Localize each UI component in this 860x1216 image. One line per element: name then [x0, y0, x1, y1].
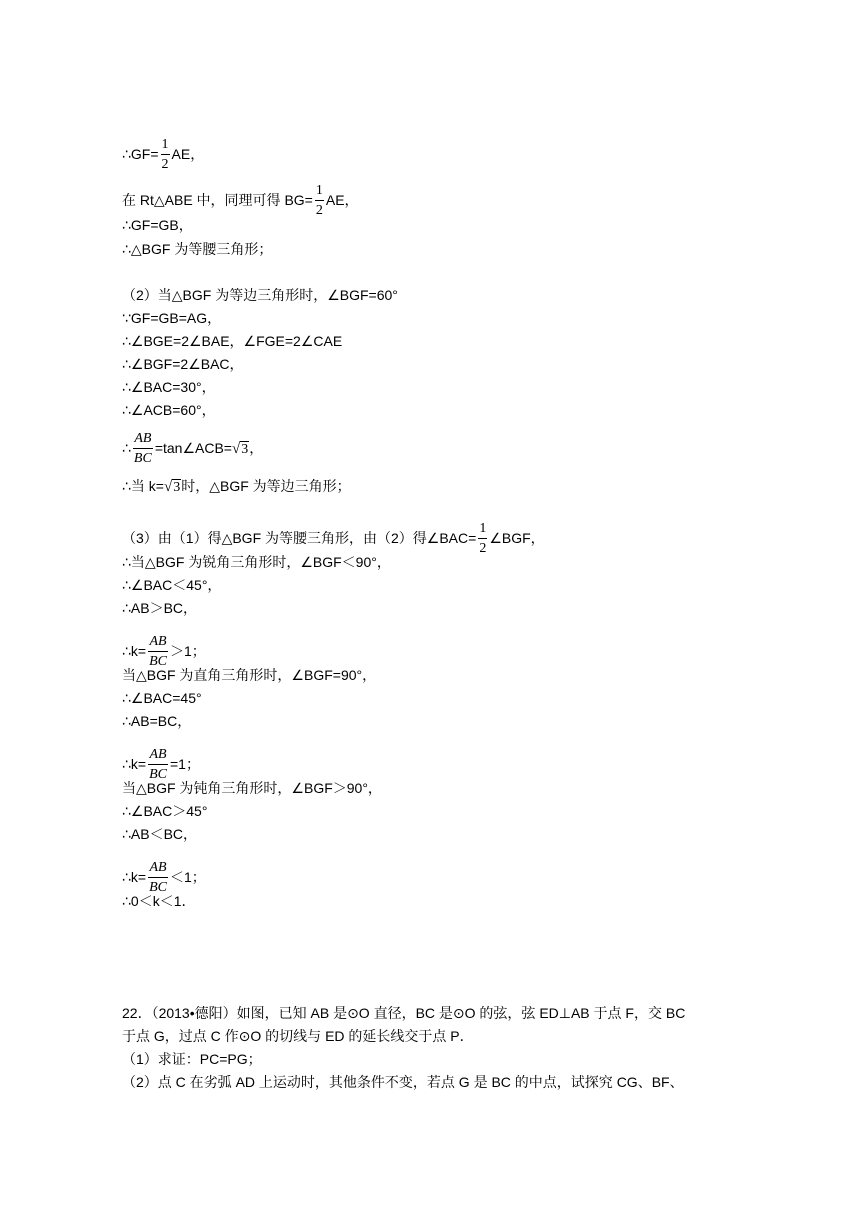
fraction-one-half: $\frac{1}{2}$	[479, 521, 487, 556]
problem-22-part-1: （1）求证：PC=PG；	[122, 1051, 262, 1067]
text: ，	[249, 440, 264, 457]
text: ＜1；	[169, 869, 206, 886]
fraction-ab-over-bc: $\frac{AB}{BC}$	[149, 634, 167, 669]
solution-line-18: 当△BGF 为直角三角形时，∠BGF=90°，	[122, 667, 377, 683]
solution-line-6: ∵GF=GB=AG，	[122, 310, 222, 326]
solution-line-22: 当△BGF 为钝角三角形时，∠BGF＞90°，	[122, 780, 382, 796]
text: ∴k=	[122, 643, 147, 660]
solution-line-5: （2）当△BGF 为等边三角形时，∠BGF=60°	[122, 287, 398, 303]
solution-line-20: ∴AB=BC，	[122, 713, 192, 729]
problem-22-part-2: （2）点 C 在劣弧 AD 上运动时，其他条件不变，若点 G 是 BC 的中点，试探究 CG、BF、	[122, 1074, 684, 1090]
solution-line-17	[122, 633, 206, 669]
solution-line-21	[122, 746, 200, 782]
solution-line-11	[122, 430, 264, 466]
radical-sign-icon: √	[163, 479, 173, 495]
text: AE，	[325, 192, 359, 209]
solution-line-23: ∴∠BAC＞45°	[122, 803, 208, 819]
text: ∴k=	[122, 756, 147, 773]
fraction-ab-over-bc: $\frac{AB}{BC}$	[149, 747, 167, 782]
solution-line-13	[122, 520, 545, 556]
solution-line-26: ∴0＜k＜1．	[122, 893, 196, 909]
problem-22-line-1: 22．（2013•德阳）如图，已知 AB 是⊙O 直径，BC 是⊙O 的弦，弦 ED⊥AB 于点 F，交 BC	[122, 1005, 686, 1021]
text: （3）由（1）得△BGF 为等腰三角形，由（2）得∠BAC=	[122, 530, 477, 547]
solution-line-3: ∴GF=GB，	[122, 217, 193, 233]
solution-line-12	[122, 477, 351, 495]
text: 时，△BGF 为等边三角形；	[181, 478, 351, 494]
fraction-one-half: $\frac{1}{2}$	[315, 183, 323, 218]
text: AE，	[171, 146, 205, 163]
solution-line-24: ∴AB＜BC，	[122, 826, 198, 842]
solution-line-7: ∴∠BGE=2∠BAE，∠FGE=2∠CAE	[122, 333, 343, 349]
solution-line-19: ∴∠BAC=45°	[122, 690, 202, 706]
text: ∴k=	[122, 869, 147, 886]
solution-line-1	[122, 136, 205, 172]
square-root: √3	[231, 441, 249, 458]
text: ∠BGF，	[489, 530, 545, 547]
radical-sign-icon: √	[231, 441, 241, 458]
solution-line-10: ∴∠ACB=60°，	[122, 402, 216, 418]
text: ＞1；	[169, 643, 206, 660]
fraction-ab-over-bc: $\frac{AB}{BC}$	[133, 431, 152, 466]
solution-line-25	[122, 859, 206, 895]
text: ∴	[122, 440, 131, 457]
solution-line-14: ∴当△BGF 为锐角三角形时，∠BGF＜90°，	[122, 554, 391, 570]
text: ∴GF=	[122, 146, 159, 163]
solution-line-2	[122, 182, 359, 218]
text: =1；	[169, 756, 200, 773]
solution-line-16: ∴AB＞BC，	[122, 600, 198, 616]
fraction-ab-over-bc: $\frac{AB}{BC}$	[149, 860, 167, 895]
fraction-one-half: $\frac{1}{2}$	[161, 137, 169, 172]
text: 在 Rt△ABE 中，同理可得 BG=	[122, 192, 313, 209]
problem-22-line-2: 于点 G，过点 C 作⊙O 的切线与 ED 的延长线交于点 P．	[122, 1028, 474, 1044]
solution-line-4: ∴△BGF 为等腰三角形；	[122, 241, 273, 257]
text: ∴当 k=	[122, 478, 164, 494]
text: =tan∠ACB=	[154, 440, 232, 457]
solution-line-9: ∴∠BAC=30°，	[122, 379, 216, 395]
square-root: √3	[163, 479, 181, 495]
solution-line-8: ∴∠BGF=2∠BAC，	[122, 356, 244, 372]
solution-line-15: ∴∠BAC＜45°，	[122, 577, 222, 593]
